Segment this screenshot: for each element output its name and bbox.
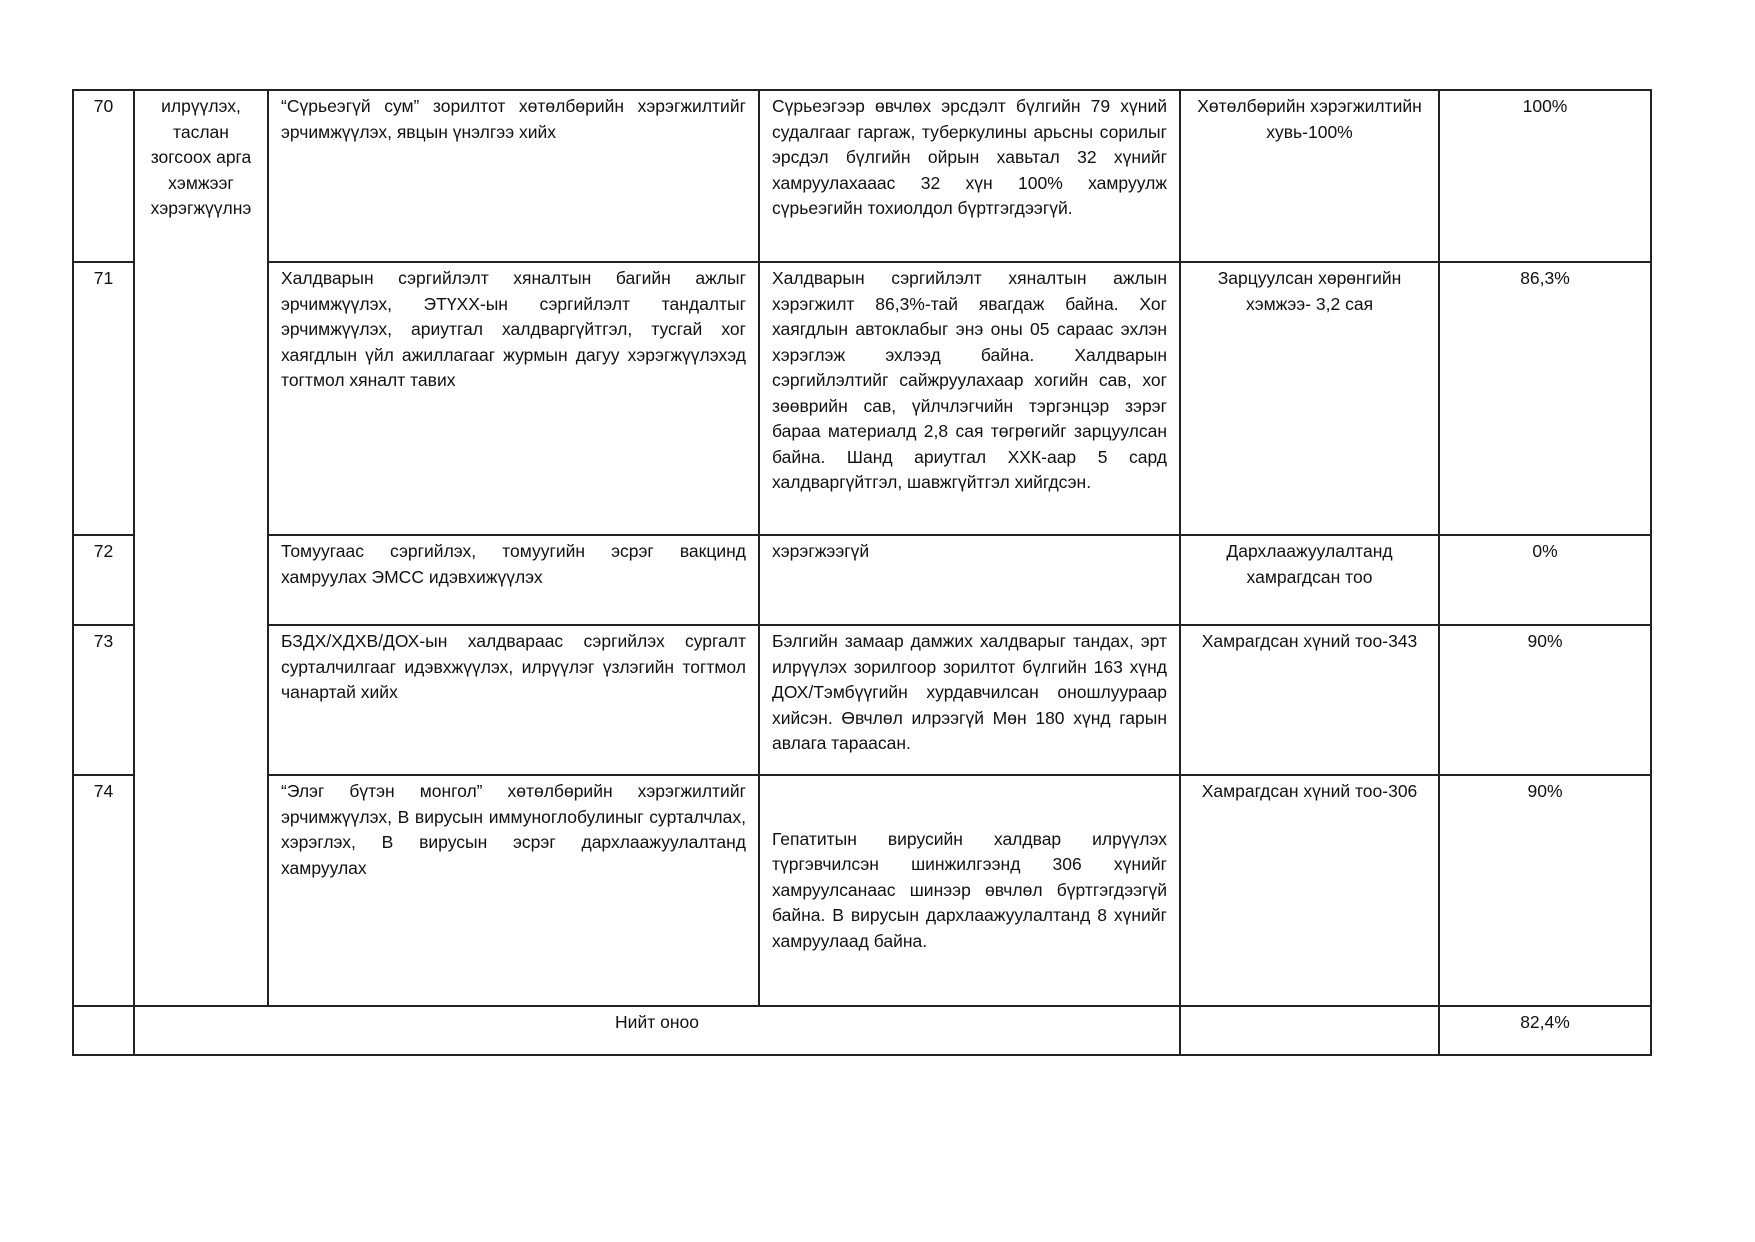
activity-table (72, 89, 1652, 1056)
result-cell: Халдварын сэргийлэлт хяналтын ажлын хэрэгжилт 86,3%-тай явагдаж байна. Хог хаягдлын автоклабыг энэ оны 05 сараас эхлэн хэрэглэж эхлээд байна. Халдварын сэргийлэлтийг сайжруулахаар хогийн сав, хог зөөврийн сав, үйлчлэгчийн тэргэнцэр зэрэг бараа материалд 2,8 сая төгрөгийг зарцуулсан байна. Шанд ариутгал ХХК-аар 5 сард халдваргүйтгэл, шавжгүйтгэл хийгдсэн. (759, 262, 1180, 535)
table-row (73, 262, 1651, 535)
table-row (73, 775, 1651, 1006)
score-cell: 90% (1439, 625, 1651, 775)
activity-cell: БЗДХ/ХДХВ/ДОХ-ын халдвараас сэргийлэх сургалт сурталчилгааг идэвхжүүлэх, илрүүлэг үзлэгийн тогтмол чанартай хийх (268, 625, 759, 775)
strategy-cell: илрүүлэх, таслан зогсоох арга хэмжээг хэрэгжүүлнэ (134, 90, 268, 1006)
indicator-cell: Зарцуулсан хөрөнгийн хэмжээ- 3,2 сая (1180, 262, 1439, 535)
row-number: 72 (73, 535, 134, 625)
score-cell: 100% (1439, 90, 1651, 262)
total-row (73, 1006, 1651, 1055)
score-cell: 0% (1439, 535, 1651, 625)
score-cell: 90% (1439, 775, 1651, 1006)
result-cell: хэрэгжээгүй (759, 535, 1180, 625)
score-cell: 86,3% (1439, 262, 1651, 535)
table-row (73, 535, 1651, 625)
result-cell: Бэлгийн замаар дамжих халдварыг тандах, эрт илрүүлэх зорилгоор зорилтот бүлгийн 163 хүнд ДОХ/Тэмбүүгийн хурдавчилсан оношлуураар хийсэн. Өвчлөл илрээгүй Мөн 180 хүнд гарын авлага тараасан. (759, 625, 1180, 775)
activity-cell: Томуугаас сэргийлэх, томуугийн эсрэг вакцинд хамруулах ЭМСС идэвхижүүлэх (268, 535, 759, 625)
indicator-cell: Хамрагдсан хүний тоо-343 (1180, 625, 1439, 775)
activity-cell: “Сүрьеэгүй сум” зорилтот хөтөлбөрийн хэрэгжилтийг эрчимжүүлэх, явцын үнэлгээ хийх (268, 90, 759, 262)
indicator-cell: Дархлаажуулалтанд хамрагдсан тоо (1180, 535, 1439, 625)
table-row (73, 90, 1651, 262)
result-cell: Сүрьеэгээр өвчлөх эрсдэлт бүлгийн 79 хүний судалгааг гаргаж, туберкулины арьсны сорилыг эрсдэл бүлгийн ойрын хавьтал 32 хүнийг хамруулахааас 32 хүн 100% хамруулж сүрьеэгийн тохиолдол бүртгэгдээгүй. (759, 90, 1180, 262)
activity-cell: “Элэг бүтэн монгол” хөтөлбөрийн хэрэгжилтийг эрчимжүүлэх, В вирусын иммуноглобулиныг сурталчлах, хэрэглэх, В вирусын эсрэг дархлаажуулалтанд хамруулах (268, 775, 759, 1006)
result-cell: Гепатитын вирусийн халдвар илрүүлэх түргэвчилсэн шинжилгээнд 306 хүнийг хамруулсанаас шинээр өвчлөл бүртгэгдээгүй байна. В вирусын дархлаажуулалтанд 8 хүнийг хамруулаад байна. (759, 775, 1180, 1006)
activity-cell: Халдварын сэргийлэлт хяналтын багийн ажлыг эрчимжүүлэх, ЭТҮХХ-ын сэргийлэлт тандалтыг эрчимжүүлэх, ариутгал халдваргүйтгэл, тусгай хог хаягдлын үйл ажиллагааг журмын дагуу хэрэгжүүлэхэд тогтмол хяналт тавих (268, 262, 759, 535)
total-label: Нийт оноо (134, 1006, 1180, 1055)
row-number: 70 (73, 90, 134, 262)
row-number: 71 (73, 262, 134, 535)
indicator-cell: Хөтөлбөрийн хэрэгжилтийн хувь-100% (1180, 90, 1439, 262)
total-indicator-cell (1180, 1006, 1439, 1055)
table-row (73, 625, 1651, 775)
row-number: 74 (73, 775, 134, 1006)
indicator-cell: Хамрагдсан хүний тоо-306 (1180, 775, 1439, 1006)
row-number: 73 (73, 625, 134, 775)
total-empty-cell (73, 1006, 134, 1055)
total-score: 82,4% (1439, 1006, 1651, 1055)
